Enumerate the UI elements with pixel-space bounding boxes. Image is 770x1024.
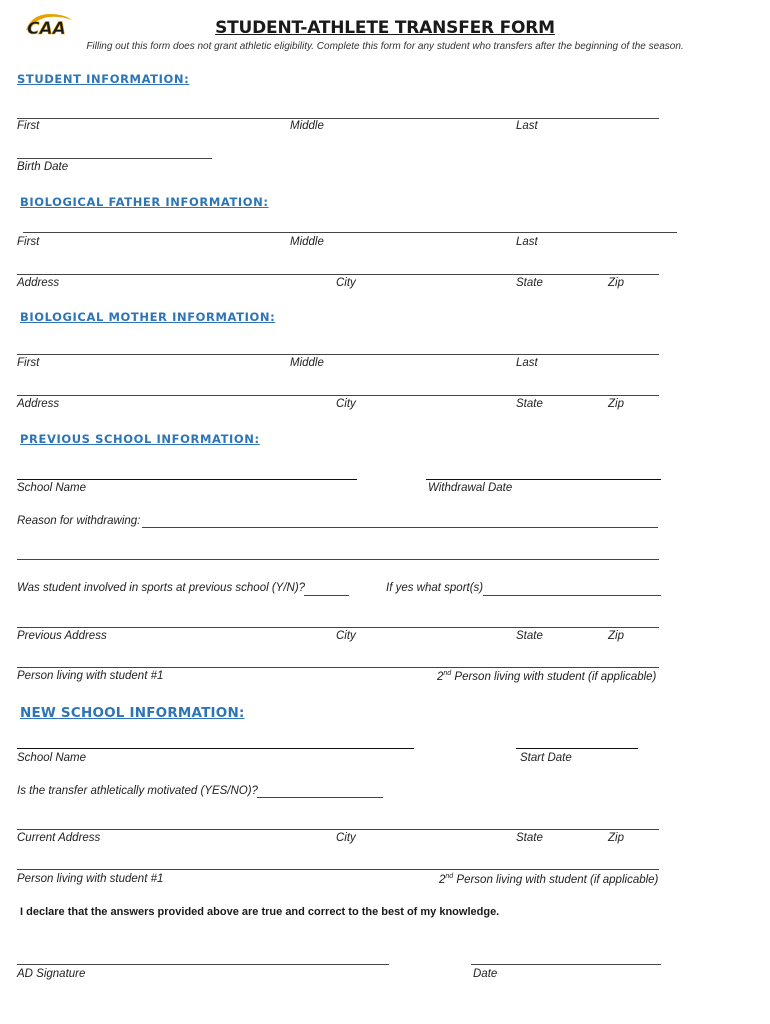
- reason-label: Reason for withdrawing:: [17, 515, 141, 527]
- sports-yn-line[interactable]: [304, 595, 349, 596]
- student-last-label: Last: [516, 120, 538, 132]
- mother-name-line[interactable]: [17, 354, 659, 355]
- motivated-line[interactable]: [257, 797, 383, 798]
- father-state-label: State: [516, 277, 543, 289]
- sports-question-label: Was student involved in sports at previous school (Y/N)?: [17, 582, 306, 594]
- mother-last-label: Last: [516, 357, 538, 369]
- previous-city-label: City: [336, 630, 356, 642]
- mother-state-label: State: [516, 398, 543, 410]
- mother-zip-label: Zip: [608, 398, 624, 410]
- mother-first-label: First: [17, 357, 40, 369]
- mother-address-line[interactable]: [17, 395, 659, 396]
- signature-date-line[interactable]: [471, 964, 661, 965]
- new-person1-label: Person living with student #1: [17, 873, 164, 885]
- previous-zip-label: Zip: [608, 630, 624, 642]
- previous-person1-label: Person living with student #1: [17, 670, 164, 682]
- previous-person2-label: 2nd Person living with student (if applicable): [437, 670, 657, 683]
- withdrawal-date-label: Withdrawal Date: [428, 482, 513, 494]
- start-date-line[interactable]: [516, 748, 638, 749]
- student-first-label: First: [17, 120, 40, 132]
- student-name-line[interactable]: [17, 118, 659, 119]
- start-date-label: Start Date: [520, 752, 572, 764]
- sports-which-line[interactable]: [483, 595, 661, 596]
- previous-person-line[interactable]: [17, 667, 659, 668]
- current-state-label: State: [516, 832, 543, 844]
- reason-line[interactable]: [142, 527, 658, 528]
- father-last-label: Last: [516, 236, 538, 248]
- current-city-label: City: [336, 832, 356, 844]
- new-person-line[interactable]: [17, 869, 659, 870]
- withdrawal-date-line[interactable]: [426, 479, 661, 480]
- previous-address-line[interactable]: [17, 627, 659, 628]
- birth-date-label: Birth Date: [17, 161, 69, 173]
- previous-section-heading: PREVIOUS SCHOOL INFORMATION:: [20, 432, 260, 446]
- father-city-label: City: [336, 277, 356, 289]
- previous-state-label: State: [516, 630, 543, 642]
- ad-signature-label: AD Signature: [17, 968, 86, 980]
- mother-city-label: City: [336, 398, 356, 410]
- previous-address-label: Previous Address: [17, 630, 107, 642]
- mother-middle-label: Middle: [290, 357, 324, 369]
- father-middle-label: Middle: [290, 236, 324, 248]
- student-section-heading: STUDENT INFORMATION:: [17, 72, 190, 86]
- current-address-line[interactable]: [17, 829, 659, 830]
- previous-school-name-label: School Name: [17, 482, 87, 494]
- logo-text: CAA: [27, 19, 66, 36]
- newschool-section-heading: NEW SCHOOL INFORMATION:: [20, 705, 245, 721]
- student-middle-label: Middle: [290, 120, 324, 132]
- father-zip-label: Zip: [608, 277, 624, 289]
- reason-line-2[interactable]: [17, 559, 659, 560]
- birth-date-line[interactable]: [17, 158, 212, 159]
- sports-which-label: If yes what sport(s): [386, 582, 484, 594]
- ad-signature-line[interactable]: [17, 964, 389, 965]
- new-school-name-label: School Name: [17, 752, 87, 764]
- motivated-label: Is the transfer athletically motivated (YES/NO)?: [17, 785, 258, 797]
- father-first-label: First: [17, 236, 40, 248]
- form-title: STUDENT-ATHLETE TRANSFER FORM: [215, 18, 555, 38]
- father-section-heading: BIOLOGICAL FATHER INFORMATION:: [20, 195, 269, 209]
- form-subtitle: Filling out this form does not grant athletic eligibility. Complete this form for any student who transfers after the beginning of the season.: [86, 41, 684, 52]
- signature-date-label: Date: [473, 968, 498, 980]
- father-address-line[interactable]: [17, 274, 659, 275]
- mother-address-label: Address: [17, 398, 60, 410]
- current-address-label: Current Address: [17, 832, 101, 844]
- new-school-name-line[interactable]: [17, 748, 414, 749]
- declaration-text: I declare that the answers provided above are true and correct to the best of my knowledge.: [20, 906, 500, 918]
- father-name-line[interactable]: [23, 232, 677, 233]
- mother-section-heading: BIOLOGICAL MOTHER INFORMATION:: [20, 310, 276, 324]
- previous-school-name-line[interactable]: [17, 479, 357, 480]
- new-person2-label: 2nd Person living with student (if applicable): [439, 873, 659, 886]
- father-address-label: Address: [17, 277, 60, 289]
- current-zip-label: Zip: [608, 832, 624, 844]
